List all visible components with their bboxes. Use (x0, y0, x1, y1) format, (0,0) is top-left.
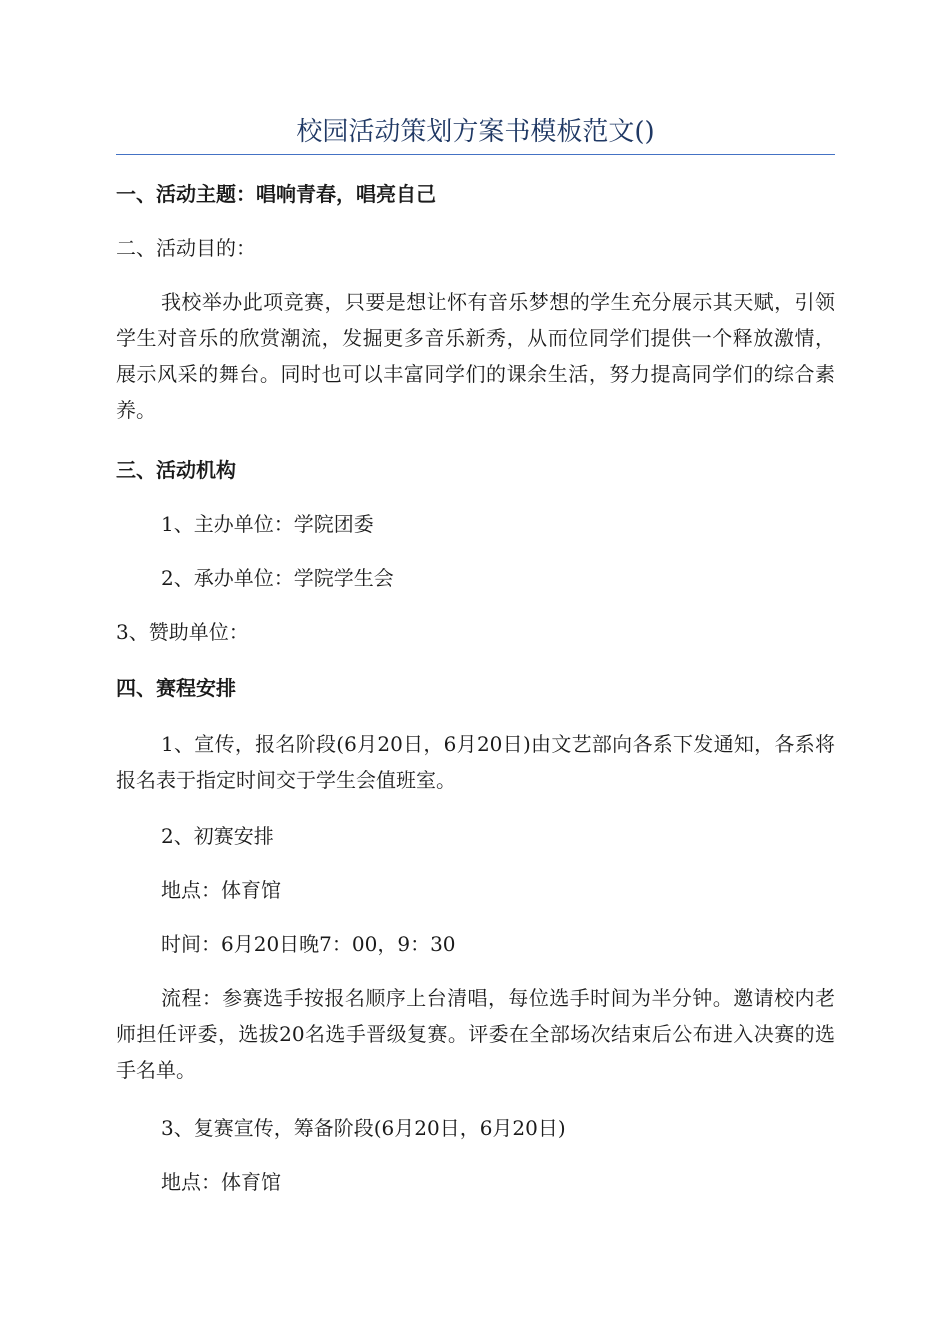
document-title: 校园活动策划方案书模板范文() (296, 117, 655, 147)
preliminary-process: 流程：参赛选手按报名顺序上台清唱，每位选手时间为半分钟。邀请校内老师担任评委，选拔20名选手晋级复赛。评委在全部场次结束后公布进入决赛的选手名单。 (116, 986, 835, 1082)
semifinal-location: 地点：体育馆 (161, 1170, 281, 1194)
title-underline (116, 154, 835, 155)
sponsor-item: 3、赞助单位： (116, 620, 249, 644)
organizer-item: 1、主办单位：学院团委 (161, 512, 374, 536)
preliminary-time: 时间：6月20日晚7：00，9：30 (161, 932, 456, 956)
section-heading-purpose: 二、活动目的： (116, 236, 256, 260)
section-heading-schedule: 四、赛程安排 (116, 676, 236, 700)
preliminary-arrangement-item: 2、初赛安排 (161, 824, 274, 848)
preliminary-location: 地点：体育馆 (161, 878, 281, 902)
purpose-paragraph: 我校举办此项竞赛，只要是想让怀有音乐梦想的学生充分展示其天赋，引领学生对音乐的欣赏潮流，发掘更多音乐新秀，从而位同学们提供一个释放激情，展示风采的舞台。同时也可以丰富同学们的课余生活，努力提高同学们的综合素养。 (116, 290, 835, 422)
section-heading-theme: 一、活动主题：唱响青春，唱亮自己 (116, 182, 436, 206)
co-organizer-item: 2、承办单位：学院学生会 (161, 566, 394, 590)
promotion-registration-item: 1、宣传，报名阶段(6月20日，6月20日)由文艺部向各系下发通知，各系将报名表于指定时间交于学生会值班室。 (116, 732, 835, 792)
section-heading-organization: 三、活动机构 (116, 458, 236, 482)
semifinal-promotion-item: 3、复赛宣传，筹备阶段(6月20日，6月20日) (161, 1116, 566, 1140)
